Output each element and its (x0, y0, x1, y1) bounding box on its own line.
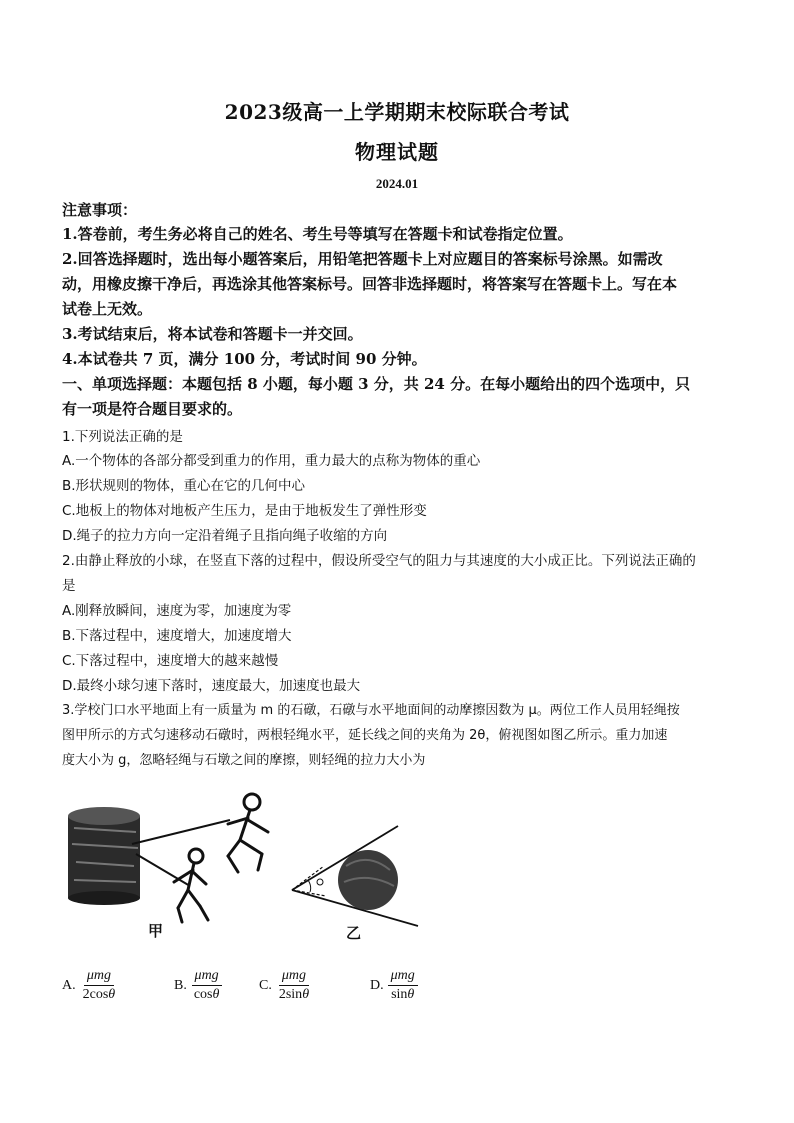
q3-figure (62, 782, 422, 952)
q3-option-d-letter: D. (370, 978, 384, 993)
section-heading-line-2: 有一项是符合题目要求的。 (62, 400, 243, 418)
exam-title: 2023级高一上学期期末校际联合考试 (224, 100, 570, 124)
q2-stem-line-2: 是 (62, 578, 76, 594)
q3-option-d-den-var: θ (407, 987, 415, 1002)
figure-label-yi: 乙 (346, 924, 362, 942)
q3-option-b-numerator: μmg (192, 968, 222, 986)
worker-figure-lower (174, 849, 208, 922)
section-heading-line-1: 一、单项选择题：本题包括 8 小题，每小题 3 分，共 24 分。在每小题给出的四个选项中，只 (62, 375, 691, 393)
q3-option-c-den-coef: 2sin (278, 987, 303, 1002)
q3-option-c-fraction (276, 968, 312, 1004)
q2-option-a: A.刚释放瞬间，速度为零，加速度为零 (62, 603, 292, 619)
worker-figure-upper (228, 794, 268, 872)
q2-option-d: D.最终小球匀速下落时，速度最大，加速度也最大 (62, 678, 361, 694)
q3-option-a-fraction (80, 968, 119, 1004)
q3-stem-line-2: 图甲所示的方式匀速移动石礅时，两根轻绳水平，延长线之间的夹角为 2θ，俯视图如图乙所示。重力加速 (62, 728, 668, 743)
q3-option-c-numerator: μmg (279, 968, 309, 986)
q3-option-b-fraction (191, 968, 223, 1004)
q2-option-b: B.下落过程中，速度增大，加速度增大 (62, 628, 292, 644)
q3-option-a (62, 968, 118, 1004)
q3-option-d (370, 968, 418, 1004)
q3-option-a-numerator: μmg (84, 968, 114, 986)
top-view (292, 826, 418, 926)
notice-line-1: 1.答卷前，考生务必将自己的姓名、考生号等填写在答题卡和试卷指定位置。 (62, 225, 573, 243)
notice-heading: 注意事项： (62, 201, 138, 219)
notice-line-2: 2.回答选择题时，选出每小题答案后，用铅笔把答题卡上对应题目的答案标号涂黑。如需改 (62, 250, 663, 268)
q3-stem-line-3: 度大小为 g，忽略轻绳与石墩之间的摩擦，则轻绳的拉力大小为 (62, 753, 426, 768)
q2-stem-line-1: 2.由静止释放的小球，在竖直下落的过程中，假设所受空气的阻力与其速度的大小成正比。下列说法正确的 (62, 553, 696, 569)
q3-stem-line-1: 3.学校门口水平地面上有一质量为 m 的石礅，石礅与水平地面间的动摩擦因数为 μ。两位工作人员用轻绳按 (62, 703, 680, 718)
q1-option-d: D.绳子的拉力方向一定沿着绳子且指向绳子收缩的方向 (62, 528, 388, 544)
q3-option-c-letter: C. (259, 978, 272, 993)
q3-option-d-numerator: μmg (388, 968, 418, 986)
notice-line-6: 4.本试卷共 7 页，满分 100 分，考试时间 90 分钟。 (62, 350, 427, 368)
q1-stem: 1.下列说法正确的是 (62, 429, 183, 445)
notice-line-5: 3.考试结束后，将本试卷和答题卡一并交回。 (62, 325, 363, 343)
q3-option-b-den-coef: cos (193, 987, 213, 1002)
q3-option-c-den-var: θ (302, 987, 310, 1002)
q3-option-c (259, 968, 312, 1004)
q3-option-d-fraction (388, 968, 418, 1004)
exam-date: 2024.01 (375, 176, 419, 191)
notice-line-4: 试卷上无效。 (62, 300, 153, 318)
q3-option-a-den-coef: 2cos (82, 987, 109, 1002)
q3-option-a-letter: A. (62, 978, 76, 993)
figure-label-jia: 甲 (148, 922, 164, 940)
q3-option-d-den-coef: sin (391, 987, 408, 1002)
q3-option-b-letter: B. (174, 978, 187, 993)
q3-figure-drawing (62, 782, 422, 952)
q3-option-c-denominator (276, 986, 312, 1004)
q3-option-a-den-var: θ (108, 987, 116, 1002)
q1-option-a: A.一个物体的各部分都受到重力的作用，重力最大的点称为物体的重心 (62, 453, 481, 469)
q3-option-b-den-var: θ (212, 987, 220, 1002)
q3-option-a-denominator (80, 986, 119, 1004)
q2-option-c: C.下落过程中，速度增大的越来越慢 (62, 653, 279, 669)
q1-option-b: B.形状规则的物体，重心在它的几何中心 (62, 478, 306, 494)
notice-line-3: 动，用橡皮擦干净后，再选涂其他答案标号。回答非选择题时，将答案写在答题卡上。写在本 (62, 275, 678, 293)
stone-cylinder (68, 807, 140, 905)
q1-option-c: C.地板上的物体对地板产生压力，是由于地板发生了弹性形变 (62, 503, 427, 519)
q3-option-b-denominator (191, 986, 223, 1004)
q3-option-d-denominator (388, 986, 417, 1004)
exam-subtitle: 物理试题 (355, 140, 439, 164)
q3-option-b (174, 968, 222, 1004)
